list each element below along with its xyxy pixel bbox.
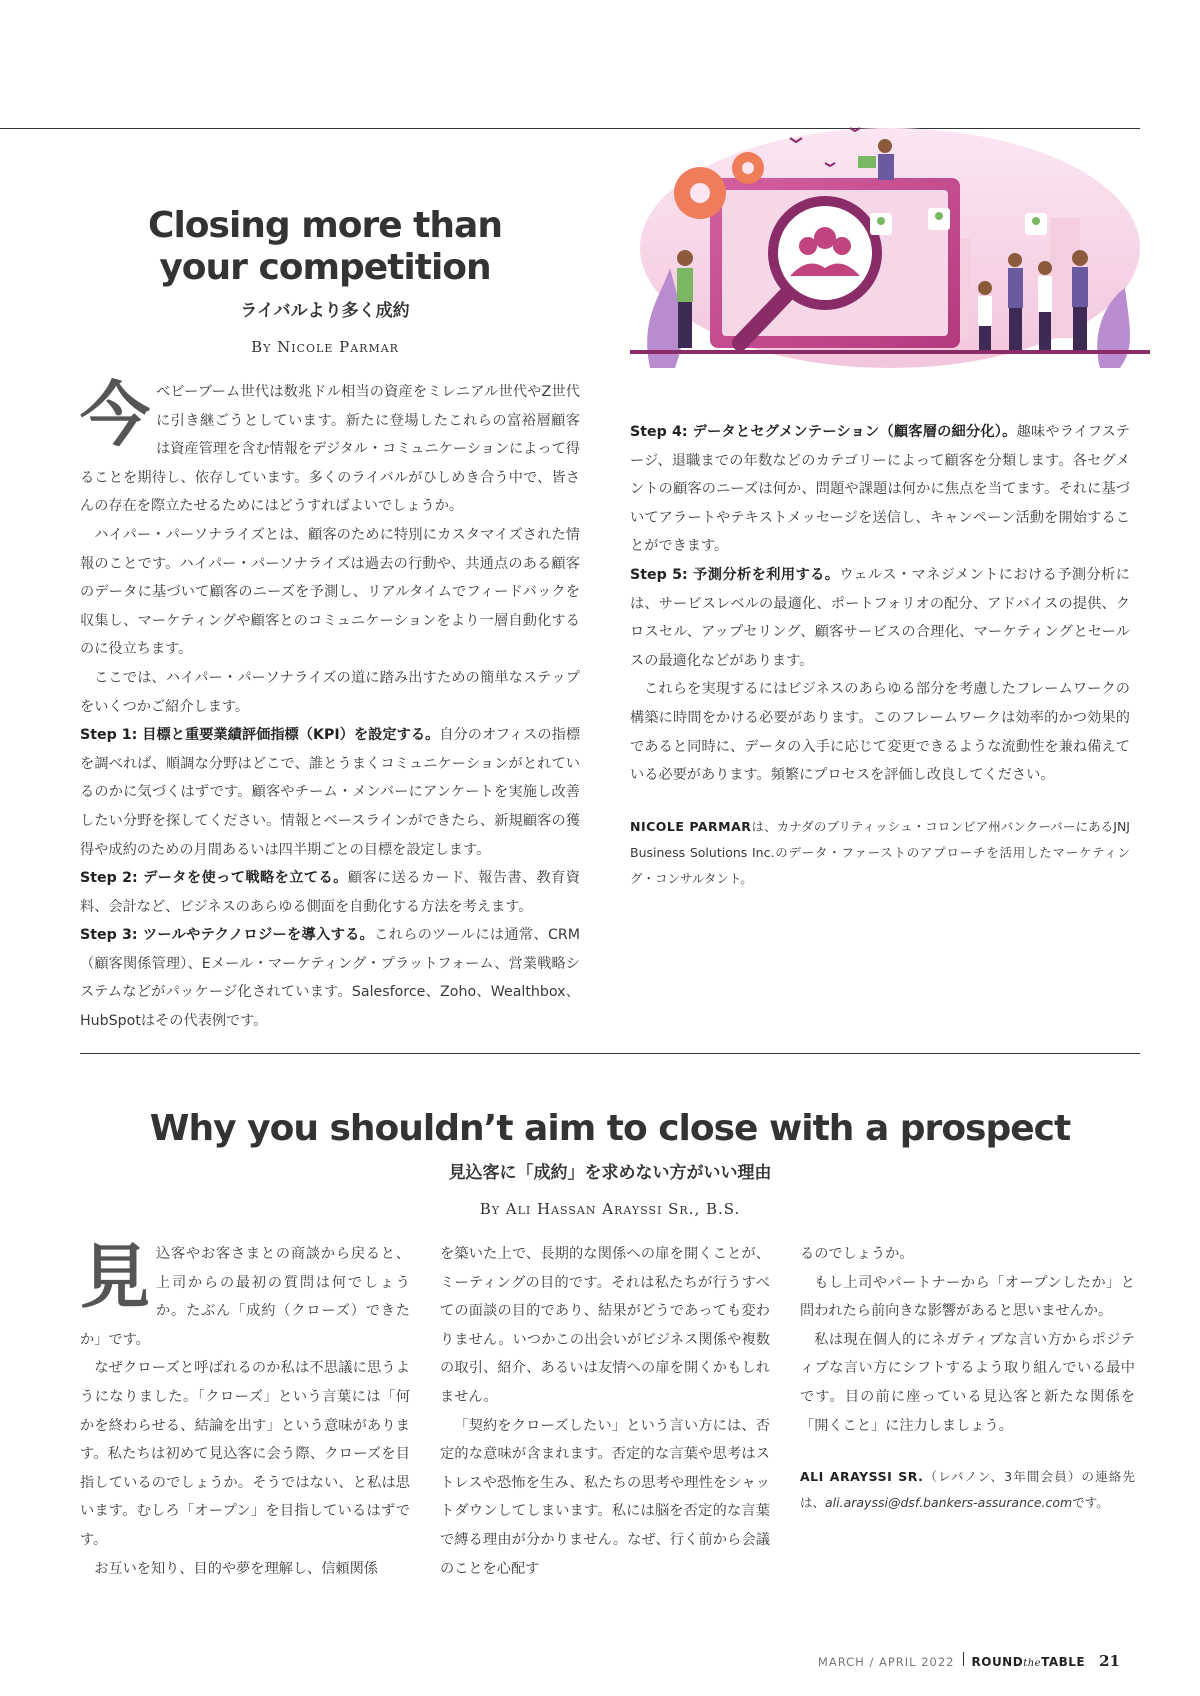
article1-dropcap: 今 [80,374,150,456]
step4-label: Step 4: データとセグメンテーション（顧客層の細分化）。 [630,424,1017,440]
article2-col1-p3: お互いを知り、目的や夢を理解し、信頼関係 [94,1560,378,1577]
article2-column-2 [440,1240,770,1583]
article2-bio-suffix: です。 [1072,1495,1109,1511]
article2-column-3 [800,1240,1135,1516]
issue-date: MARCH / APRIL 2022 [817,1655,955,1669]
step3-label: Step 3: ツールやテクノロジーを導入する。 [80,927,375,944]
article2-subtitle: 見込客に「成約」を求めない方がいい理由 [448,1163,772,1183]
footer-separator [963,1652,964,1666]
hero-illustration [630,118,1150,380]
article2-byline: By Ali Hassan Arayssi Sr., B.S. [479,1200,741,1218]
article1-subtitle: ライバルより多く成約 [240,301,410,321]
page-number: 21 [1099,1652,1120,1670]
step2-label: Step 2: データを使って戦略を立てる。 [80,870,348,887]
article1-step2 [80,864,580,921]
step2-text: 顧客に送るカード、報告書、教育資料、会計など、ビジネスのあらゆる側面を自動化する方法を考えます。 [80,870,580,915]
article1-byline: By Nicole Parmar [251,338,399,356]
article2-bio [800,1464,1135,1516]
article1-step5 [630,561,1130,675]
article1-closing: これらを実現するにはビジネスのあらゆる部分を考慮したフレームワークの構築に時間をかける必要があります。このフレームワークは効率的かつ効果的であると同時に、データの入手に応じて変更できるような流動性を兼ね備えている必要があります。頻繁にプロセスを評価し改良してください。 [630,681,1130,784]
step5-label: Step 5: 予測分析を利用する。 [630,566,840,583]
article2-col3-p1: るのでしょうか。 [800,1246,914,1262]
article2-title: Why you shouldn’t aim to close with a prospect [149,1108,1071,1149]
article2-bio-name: ALI ARAYSSI SR. [800,1469,924,1485]
article2-dropcap: 見 [80,1236,150,1318]
brand-logo [972,1655,1086,1669]
article2-col2-p1: を築いた上で、長期的な関係への扉を開くことが、ミーティングの目的です。それは私たちが行うすべての面談の目的であり、結果がどうであっても変わりません。いつかこの出会いがビジネス関係や複数の取引、紹介、あるいは友情への扉を開くかもしれません。 [440,1246,770,1405]
article1-intro [80,374,580,521]
article1-bio [630,814,1130,892]
article1-title-line1: Closing more than [148,205,502,246]
step5-text: ウェルス・マネジメントにおける予測分析には、サービスレベルの最適化、ポートフォリオの配分、アドバイスの提供、クロスセル、アップセリング、顧客サービスの合理化、マーケティングとセールスの最適化などがあります。 [630,566,1130,669]
article1-title [80,205,570,289]
step1-label: Step 1: 目標と重要業績評価指標（KPI）を設定する。 [80,727,440,744]
article1-column-right [630,418,1130,892]
step3-text: これらのツールには通常、CRM（顧客関係管理）、Eメール・マーケティング・プラットフォーム、営業戦略システムなどがパッケージ化されています。Salesforce、Zoho、Wealthbox、HubSpotはその代表例です。 [80,927,580,1030]
brand-table: TABLE [1041,1655,1086,1669]
article1-title-line2: your competition [159,247,491,288]
section-divider [80,1053,1140,1054]
article1-bio-name: NICOLE PARMAR [630,818,752,834]
article1-step1 [80,721,580,864]
article2-column-1 [80,1236,410,1583]
article1-intro-text: ベビーブーム世代は数兆ドル相当の資産をミレニアル世代やZ世代に引き継ごうとしています。新たに登場したこれらの富裕層顧客は資産管理を含む情報をデジタル・コミュニケーションによって得ることを期待し、依存しています。多くのライバルがひしめき合う中で、皆さんの存在を際立たせるためにはどうすればよいでしょうか。 [80,384,580,515]
article1-bio-text: は、カナダのブリティッシュ・コロンビア州バンクーバーにあるJNJ Business Solutions Inc.のデータ・ファーストのアプローチを活用したマーケティング・コンサルタント。 [630,818,1130,886]
step1-text: 自分のオフィスの指標を調べれば、順調な分野はどこで、誰とうまくコミュニケーションがとれているのかに気づくはずです。顧客やチーム・メンバーにアンケートを実施し改善したい分野を探してください。情報とベースラインができたら、新規顧客の獲得や成約のための月間あるいは四半期ごとの目標を設定します。 [80,727,581,858]
brand-the: the [1023,1658,1042,1669]
article2-col3-p2: もし上司やパートナーから「オープンしたか」と問われたら前向きな影響があると思いませんか。 [800,1274,1135,1320]
article1-para3: ここでは、ハイパー・パーソナライズの道に踏み出すための簡単なステップをいくつかご紹介します。 [80,669,580,715]
article2-col3-p3: 私は現在個人的にネガティブな言い方からポジティブな言い方にシフトするよう取り組んでいる最中です。目の前に座っている見込客と新たな関係を「開くこと」に注力しましょう。 [800,1331,1135,1434]
article2-intro-text: 込客やお客さまとの商談から戻ると、上司からの最初の質問は何でしょうか。たぶん「成約（クローズ）できたか」です。 [80,1246,410,1348]
article1-step3 [80,921,580,1035]
author-email-link[interactable]: ali.arayssi@dsf.bankers-assurance.com [825,1495,1073,1511]
article2-col1-p2: なぜクローズと呼ばれるのか私は不思議に思うようになりました。「クローズ」という言葉には「何かを終わらせる、結論を出す」という意味があります。私たちは初めて見込客に会う際、クローズを目指しているのでしょうか。そうではない、と私は思います。むしろ「オープン」を目指しているはずです。 [80,1360,410,1548]
article1-para2: ハイパー・パーソナライズとは、顧客のために特別にカスタマイズされた情報のことです。ハイパー・パーソナライズは過去の行動や、共通点のある顧客のデータに基づいて顧客のニーズを予測し、リアルタイムでフィードバックを収集し、マーケティングや顧客とのコミュニケーションをより一層自動化するのに役立ちます。 [80,526,580,658]
magnifier-people-icon [630,118,1150,380]
article2-col2-p2: 「契約をクローズしたい」という言い方には、否定的な意味が含まれます。否定的な言葉や思考はストレスや恐怖を生み、私たちの思考や理性をシャットダウンしてしまいます。私には脳を否定的な言葉で縛る理由が分かりません。なぜ、行く前から会議のことを心配す [440,1417,770,1577]
article1-step4 [630,418,1130,561]
brand-round: ROUND [971,1655,1024,1669]
article1-column-left [80,374,581,1036]
article2-bio-text: （レバノン、3年間会員）の連絡先は、 [800,1469,1135,1511]
article2-intro [80,1236,410,1354]
page-footer [818,1652,1120,1670]
step4-text: 趣味やライフステージ、退職までの年数などのカテゴリーによって顧客を分類します。各セグメントの顧客のニーズは何か、問題や課題は何かに焦点を当てます。それに基づいてアラートやテキストメッセージを送信し、キャンペーン活動を開始することができます。 [630,424,1130,555]
